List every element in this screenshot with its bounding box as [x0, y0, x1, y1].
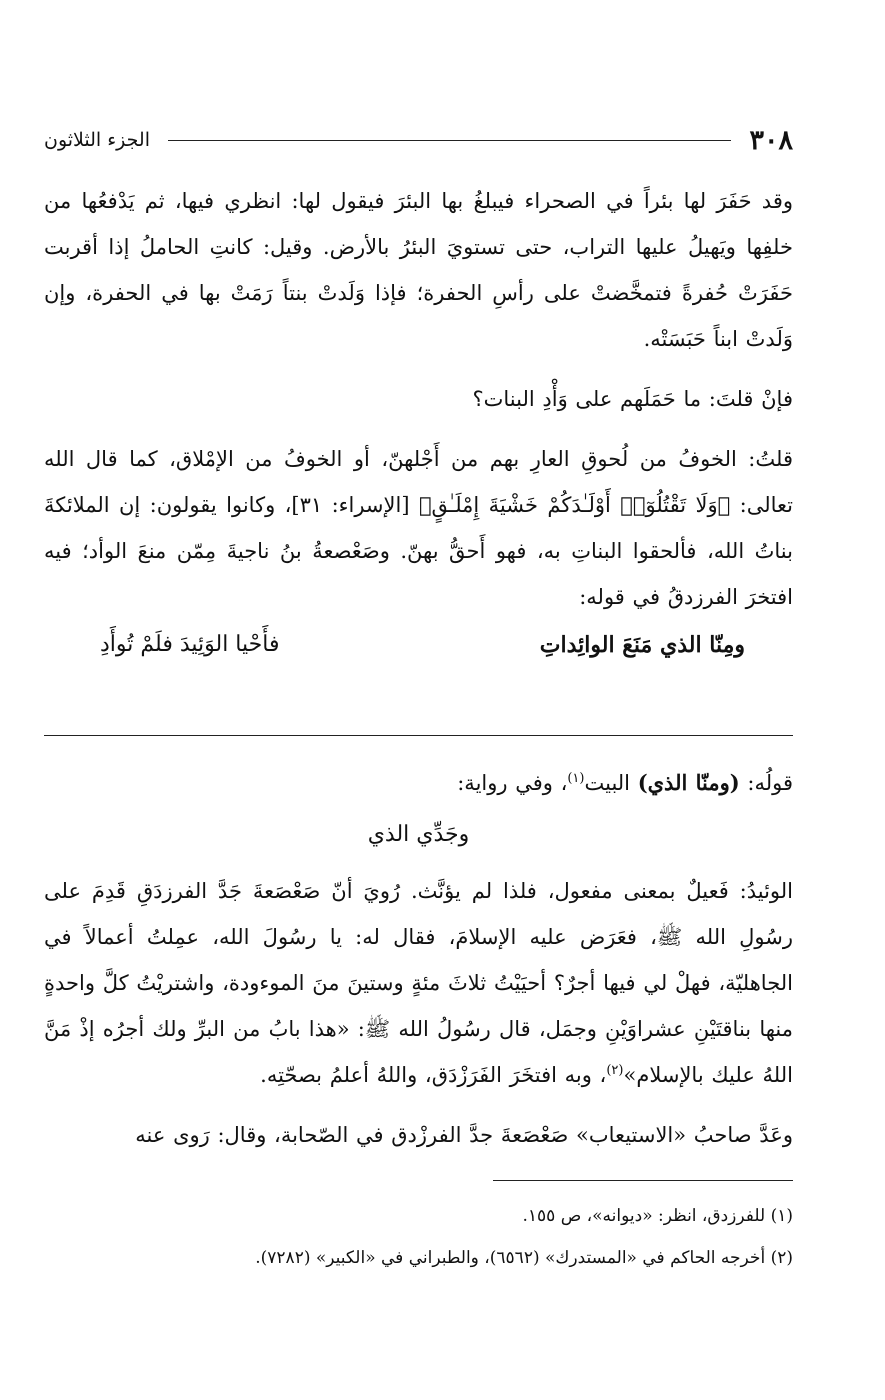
commentary-text [44, 760, 793, 1158]
commentary-explanation [44, 868, 793, 1098]
main-text [44, 178, 793, 668]
verse-first-hemistich: ومِنّا الذي مَنَعَ الوائِداتِ [539, 632, 745, 658]
header-rule [168, 140, 732, 141]
footnote-ref-2: (٢) [606, 1063, 624, 1078]
commentary-intro-prefix: قولُه: [739, 771, 793, 795]
part-title: الجزء الثلاثون [44, 129, 150, 151]
commentary-istiab: وعَدَّ صاحبُ «الاستيعاب» صَعْصَعةَ جدَّ الفرزْدق في الصّحابة، وقال: رَوى عنه [135, 1123, 793, 1147]
verse-second-hemistich: فأَحْيا الوَئِيدَ فلَمْ تُوأَدِ [100, 632, 280, 657]
commentary-explanation-end: ، وبه افتخَرَ الفَرَزْدَق، واللهُ أعلمُ بصحّتِه. [260, 1063, 607, 1087]
commentary-explanation-body: الوئيدُ: فَعيلٌ بمعنى مفعول، فلذا لم يؤنَّث. رُويَ أنّ صَعْصَعةَ جَدَّ الفرزدَقِ قَدِمَ على رسُولِ الله ﷺ، فعَرَض عليه الإسلامَ، فقال له: يا رسُولَ الله، عمِلتُ أعمالاً في الجاهليّة، فهلْ لي فيها أجرٌ؟ أحيَيْتُ ثلاثَ مئةٍ وستينَ منَ الموءودة، واشتريْتُ كلَّ واحدةٍ منها بناقتَيْنِ عشراوَيْنِ وجمَل، قال رسُولُ الله ﷺ: «هذا بابُ من البرِّ ولك أجرُه إذْ مَنَّ اللهُ عليك بالإسلام» [44, 879, 793, 1087]
paragraph-answer: قلتُ: الخوفُ من لُحوقِ العارِ بهم من أَجْلهنّ، أو الخوفُ من الإمْلاق، كما قال الله تعالى: ﴿وَلَا تَقْتُلُوٓا۟ أَوْلَـٰدَكُمْ خَشْيَةَ إِمْلَـٰقٍ﴾ [الإسراء: ٣١]، وكانوا يقولون: إن الملائكةَ بناتُ الله، فألحقوا البناتِ به، فهو أَحقُّ بهنّ. وصَعْصعةُ بنُ ناجيةَ مِمّن منعَ الوأد؛ فيه افتخرَ الفرزدقُ في قوله: [44, 447, 793, 609]
variant-reading: وجَدِّي الذي [367, 822, 470, 847]
poetry-verse [44, 622, 793, 668]
running-header [44, 118, 793, 162]
commentary-intro-suffix: ، وفي رواية: [457, 771, 568, 795]
footnote-1: (١) للفرزدق، انظر: «ديوانه»، ص ١٥٥. [522, 1206, 793, 1226]
commentary-intro [44, 760, 793, 806]
section-divider [44, 735, 793, 736]
page-number: ٣٠٨ [749, 124, 793, 156]
footnotes [44, 1195, 793, 1279]
footnote-ref-1: (١) [567, 771, 585, 786]
footnote-rule [493, 1180, 793, 1181]
commentary-intro-mid: البيت [584, 771, 638, 795]
paragraph-question: فإنْ قلتَ: ما حَمَلَهم على وَأْدِ البنات؟ [472, 387, 793, 411]
footnote-2: (٢) أخرجه الحاكم في «المستدرك» (٦٥٦٢)، والطبراني في «الكبير» (٧٢٨٢). [255, 1248, 793, 1268]
commentary-quote: (ومنّا الذي) [637, 770, 740, 795]
paragraph-burial: وقد حَفَرَ لها بئراً في الصحراء فيبلغُ بها البئرَ فيقول لها: انظري فيها، ثم يَدْفعُها من خلفِها ويَهيلُ عليها التراب، حتى تستويَ البئرُ بالأرض. وقيل: كانتِ الحاملُ إذا أقربت حَفَرَتْ حُفرةً فتمخَّضتْ على رأسِ الحفرة؛ فإذا وَلَدتْ بنتاً رَمَتْ بها في الحفرة، وإن وَلَدتْ ابناً حَبَسَتْه. [44, 189, 793, 351]
